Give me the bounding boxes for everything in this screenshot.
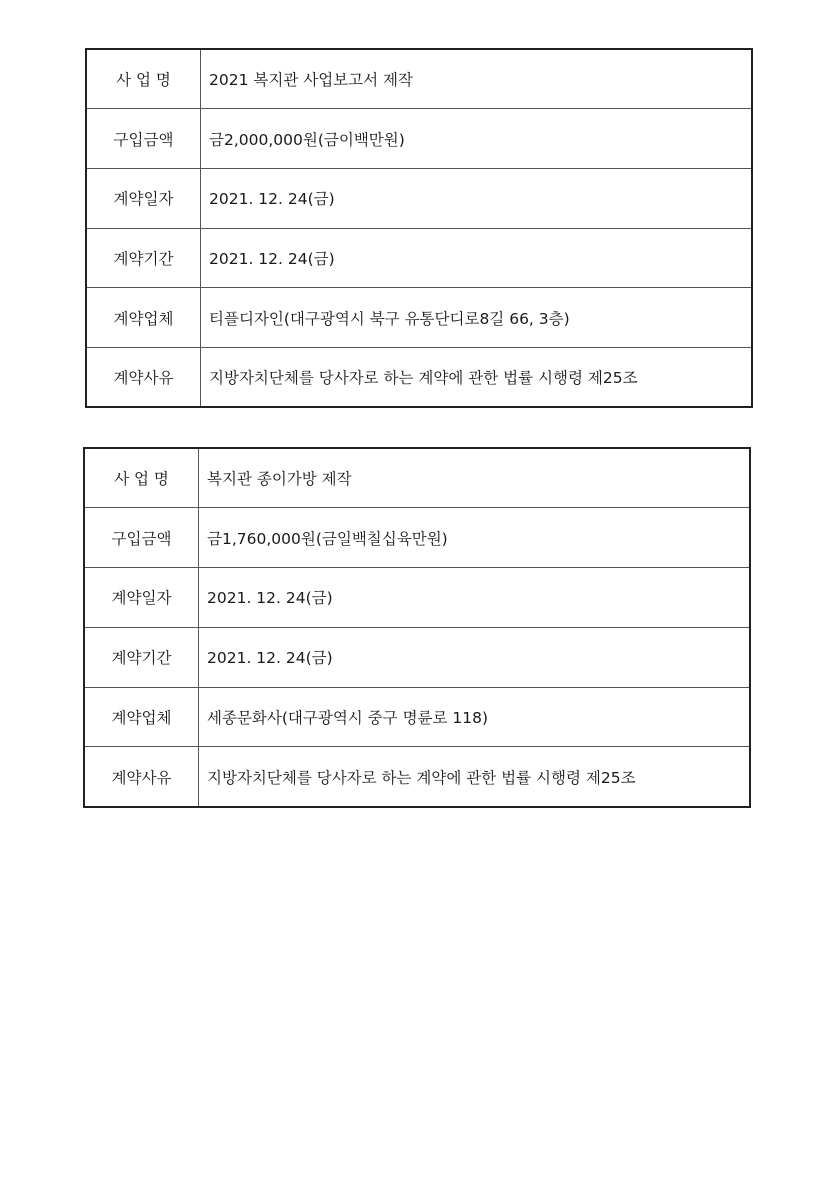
contractor-value: 티플디자인(대구광역시 북구 유통단디로8길 66, 3층) xyxy=(201,288,753,348)
contractor-label: 계약업체 xyxy=(86,288,201,348)
contractor-label: 계약업체 xyxy=(84,687,199,747)
row-purchase-amount xyxy=(86,109,752,169)
row-contract-date xyxy=(86,168,752,228)
contract-date-label: 계약일자 xyxy=(86,168,201,228)
purchase-amount-value: 금1,760,000원(금일백칠십육만원) xyxy=(199,508,751,568)
row-purchase-amount xyxy=(84,508,750,568)
row-project-name xyxy=(86,49,752,109)
contract-reason-label: 계약사유 xyxy=(86,347,201,407)
row-contract-period xyxy=(86,228,752,288)
row-contract-reason xyxy=(84,747,750,807)
purchase-amount-label: 구입금액 xyxy=(86,109,201,169)
contract-date-label: 계약일자 xyxy=(84,568,199,628)
row-project-name xyxy=(84,448,750,508)
contract-period-value: 2021. 12. 24(금) xyxy=(199,627,751,687)
contract-reason-value: 지방자치단체를 당사자로 하는 계약에 관한 법률 시행령 제25조 xyxy=(199,747,751,807)
contract-table-2 xyxy=(83,447,751,808)
contract-reason-value: 지방자치단체를 당사자로 하는 계약에 관한 법률 시행령 제25조 xyxy=(201,347,753,407)
contract-period-value: 2021. 12. 24(금) xyxy=(201,228,753,288)
row-contractor xyxy=(86,288,752,348)
row-contract-date xyxy=(84,568,750,628)
row-contract-reason xyxy=(86,347,752,407)
project-name-label: 사 업 명 xyxy=(86,49,201,109)
purchase-amount-label: 구입금액 xyxy=(84,508,199,568)
contract-date-value: 2021. 12. 24(금) xyxy=(201,168,753,228)
contractor-value: 세종문화사(대구광역시 중구 명륜로 118) xyxy=(199,687,751,747)
contract-date-value: 2021. 12. 24(금) xyxy=(199,568,751,628)
project-name-value: 복지관 종이가방 제작 xyxy=(199,448,751,508)
purchase-amount-value: 금2,000,000원(금이백만원) xyxy=(201,109,753,169)
row-contractor xyxy=(84,687,750,747)
contract-period-label: 계약기간 xyxy=(86,228,201,288)
contract-table-1 xyxy=(85,48,753,408)
row-contract-period xyxy=(84,627,750,687)
project-name-value: 2021 복지관 사업보고서 제작 xyxy=(201,49,753,109)
project-name-label: 사 업 명 xyxy=(84,448,199,508)
contract-period-label: 계약기간 xyxy=(84,627,199,687)
contract-reason-label: 계약사유 xyxy=(84,747,199,807)
